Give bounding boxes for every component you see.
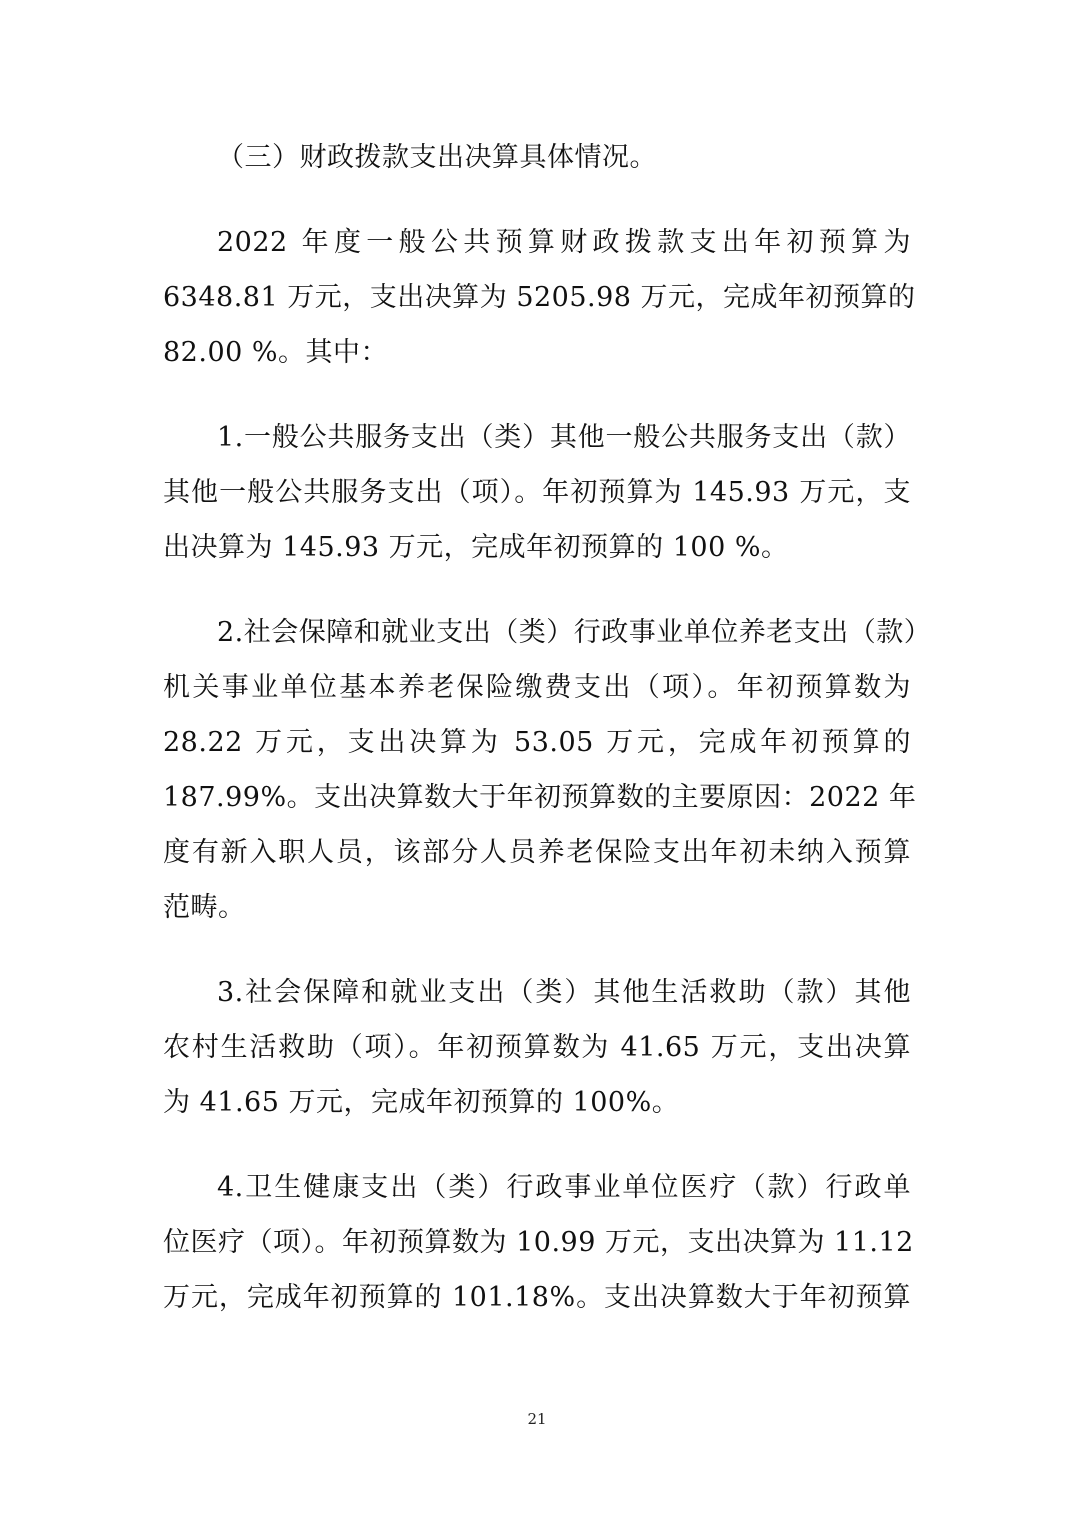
text-line: 其他一般公共服务支出（项）。年初预算为 145.93 万元，支 [163, 477, 911, 508]
page-number: 21 [527, 1410, 547, 1428]
text-line: 3.社会保障和就业支出（类）其他生活救助（款）其他 [217, 977, 911, 1008]
paragraph-item-4 [163, 1160, 914, 1325]
text-line: 位医疗（项）。年初预算数为 10.99 万元，支出决算为 11.12 [163, 1227, 914, 1258]
text-line: 出决算为 145.93 万元，完成年初预算的 100 %。 [163, 532, 789, 563]
text-line: 187.99%。支出决算数大于年初预算数的主要原因：2022 年 [163, 782, 917, 813]
paragraph-item-3 [163, 965, 911, 1130]
text-line: 机关事业单位基本养老保险缴费支出（项）。年初预算数为 [163, 672, 911, 703]
text-line: 农村生活救助（项）。年初预算数为 41.65 万元，支出决算 [163, 1032, 911, 1063]
text-line: 范畴。 [163, 892, 246, 923]
paragraph-gap [163, 1130, 911, 1160]
paragraph-item-1 [163, 410, 911, 575]
text-line: 2022 年度一般公共预算财政拨款支出年初预算为 [217, 227, 911, 258]
text-line: 4.卫生健康支出（类）行政事业单位医疗（款）行政单 [217, 1172, 911, 1203]
text-line: 2.社会保障和就业支出（类）行政事业单位养老支出（款） [217, 617, 932, 648]
text-line: 为 41.65 万元，完成年初预算的 100%。 [163, 1087, 680, 1118]
paragraph-summary [163, 215, 916, 380]
text-line: 82.00 %。其中： [163, 337, 389, 368]
section-heading: （三）财政拨款支出决算具体情况。 [217, 142, 657, 173]
paragraph-gap [163, 185, 911, 215]
document-body [163, 130, 932, 1325]
text-line: 6348.81 万元，支出决算为 5205.98 万元，完成年初预算的 [163, 282, 916, 313]
text-line: 万元，完成年初预算的 101.18%。支出决算数大于年初预算 [163, 1282, 911, 1313]
paragraph-gap [163, 935, 911, 965]
text-line: 28.22 万元，支出决算为 53.05 万元，完成年初预算的 [163, 727, 911, 758]
text-line: 1.一般公共服务支出（类）其他一般公共服务支出（款） [217, 422, 911, 453]
text-line: 度有新入职人员，该部分人员养老保险支出年初未纳入预算 [163, 837, 911, 868]
paragraph-item-2 [163, 605, 932, 935]
paragraph-gap [163, 575, 911, 605]
paragraph-gap [163, 380, 911, 410]
